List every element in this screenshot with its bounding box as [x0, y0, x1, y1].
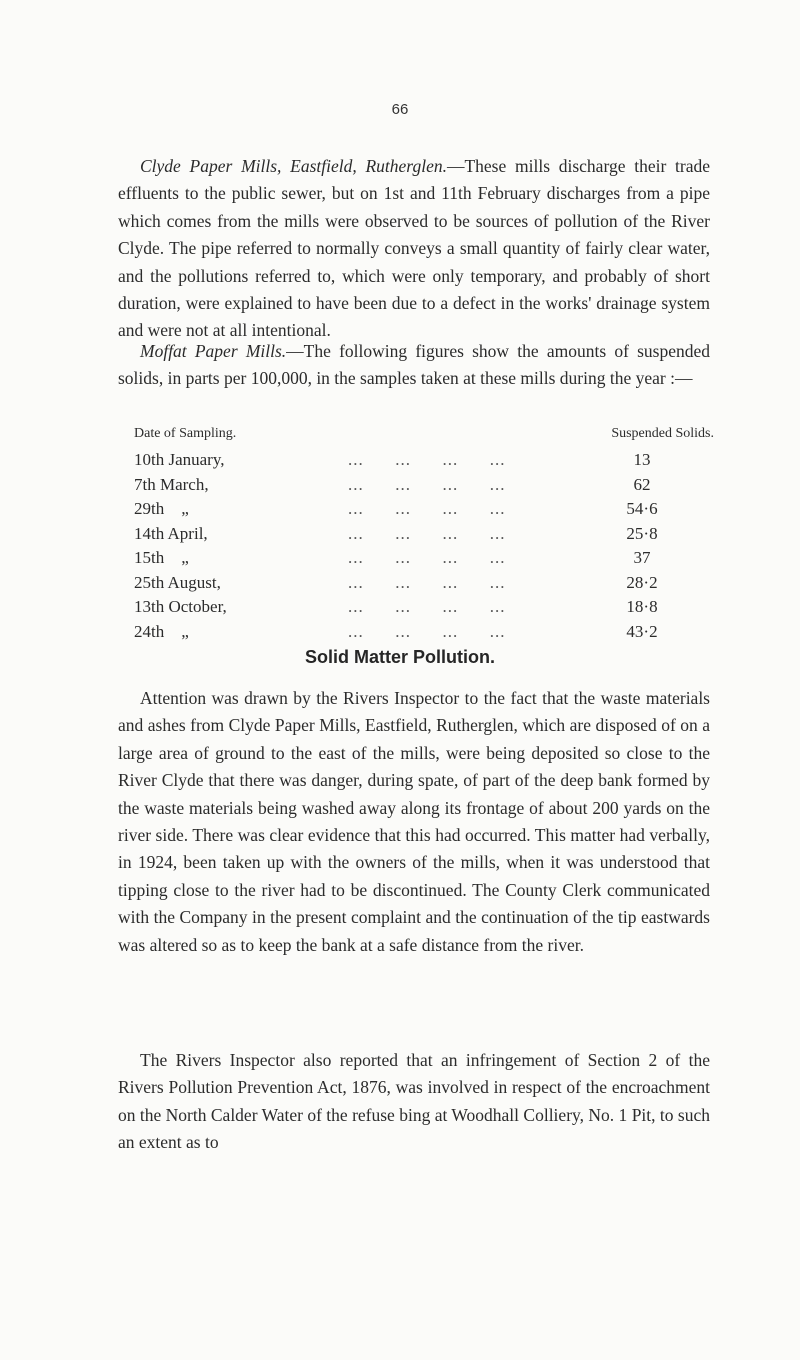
table-header	[134, 426, 714, 450]
table-row	[134, 622, 714, 647]
solids-value: 13	[633, 450, 651, 469]
solids-value: 43·2	[626, 621, 658, 641]
solids-value: 25·8	[626, 523, 658, 543]
table-row	[134, 475, 714, 500]
suspended-solids-table	[134, 426, 714, 646]
solids-value: 37	[633, 548, 651, 567]
sampling-date: 29th „	[134, 499, 189, 518]
leader-dots: ... ... ... ...	[348, 548, 506, 567]
solids-value: 28·2	[626, 572, 658, 592]
column-header-date: Date of Sampling.	[134, 426, 237, 441]
leader-dots: ... ... ... ...	[348, 450, 506, 469]
solids-value: 62	[633, 474, 651, 494]
table-row	[134, 524, 714, 549]
table-row	[134, 548, 714, 573]
moffat-text: —The following figures show the amounts of suspended solids, in parts per 100,000, in the samples taken at these mills during the year :—	[118, 341, 710, 389]
leader-dots: ... ... ... ...	[348, 572, 506, 592]
infringement-paragraph: The Rivers Inspector also reported that an infringement of Section 2 of the Rivers Pollution Prevention Act, 1876, was involved in respect of the encroachment on the North Calder Water of the refuse bing at Woodhall Colliery, No. 1 Pit, to such an extent as to	[118, 1050, 710, 1153]
sampling-date: 7th March,	[134, 474, 209, 494]
clyde-title: Clyde Paper Mills, Eastfield, Rutherglen.	[140, 156, 447, 176]
leader-dots: ... ... ... ...	[348, 499, 506, 518]
leader-dots: ... ... ... ...	[348, 597, 506, 616]
table-row	[134, 450, 714, 475]
sampling-date: 13th October,	[134, 597, 227, 616]
column-header-solids: Suspended Solids.	[611, 426, 714, 441]
solids-value: 54·6	[626, 499, 658, 518]
section-heading: Solid Matter Pollution.	[305, 647, 495, 667]
solid-matter-paragraph: Attention was drawn by the Rivers Inspector to the fact that the waste materials and ashes from Clyde Paper Mills, Eastfield, Rutherglen, which are disposed of on a large area of ground to the east of the mills, were being deposited so close to the River Clyde that there was danger, during spate, of part of the deep bank formed by the waste materials being washed away along its frontage of about 200 yards on the river side. There was clear evidence that this had occurred. This matter had verbally, in 1924, been taken up with the owners of the mills, when it was understood that tipping close to the river had to be discontinued. The County Clerk communicated with the Company in the present complaint and the continuation of the tip eastwards was altered so as to keep the bank at a safe distance from the river.	[118, 688, 710, 955]
page-number: 66	[391, 101, 409, 118]
sampling-date: 14th April,	[134, 523, 208, 543]
clyde-paragraph	[118, 153, 710, 345]
moffat-title: Moffat Paper Mills.	[140, 341, 287, 361]
moffat-paragraph	[118, 338, 710, 393]
solids-value: 18·8	[626, 597, 658, 616]
clyde-text: —These mills discharge their trade effluents to the public sewer, but on 1st and 11th February discharges from a pipe which comes from the mills were observed to be sources of pollution of the River Clyde. The pipe referred to normally conveys a small quantity of fairly clear water, and the pollutions referred to, which were only temporary, and probably of short duration, were explained to have been due to a defect in the works' drainage system and were not at all intentional.	[118, 156, 710, 341]
leader-dots: ... ... ... ...	[348, 621, 506, 641]
leader-dots: ... ... ... ...	[348, 474, 506, 494]
sampling-date: 10th January,	[134, 450, 225, 469]
sampling-date: 25th August,	[134, 572, 221, 592]
table-row	[134, 597, 714, 622]
table-row	[134, 499, 714, 524]
table-row	[134, 573, 714, 598]
leader-dots: ... ... ... ...	[348, 523, 506, 543]
sampling-date: 24th „	[134, 621, 189, 641]
sampling-date: 15th „	[134, 548, 189, 567]
